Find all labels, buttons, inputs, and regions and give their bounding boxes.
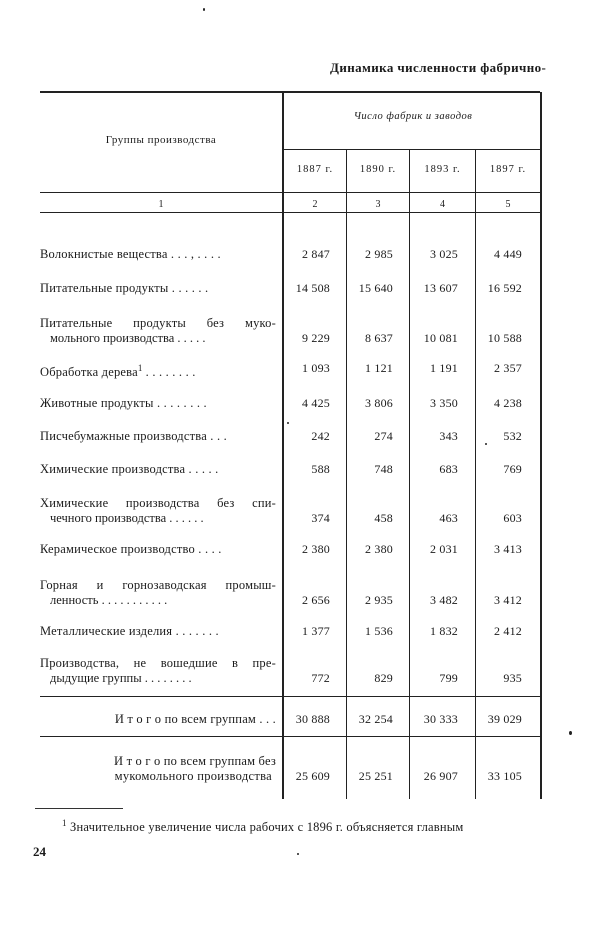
leader-dots: . . . . . . xyxy=(166,511,204,525)
total-cell: 25 609 xyxy=(295,769,330,783)
table-cell: 4 238 xyxy=(494,396,522,410)
group-row-label xyxy=(40,656,276,686)
table-cell: 3 806 xyxy=(365,396,393,410)
label-text: И т о г о по всем группам xyxy=(114,712,257,726)
table-top-rule xyxy=(40,91,540,93)
group-row-label xyxy=(40,624,276,639)
total-cell: 33 105 xyxy=(487,769,522,783)
footnote-text: Значительное увеличение числа рабочих с 1896 г. объясняется главным xyxy=(66,820,464,835)
col3-divider xyxy=(409,150,410,799)
table-cell: 2 847 xyxy=(302,247,330,261)
total-cell: 25 251 xyxy=(358,769,393,783)
leader-dots: . . . . . . . . xyxy=(141,671,192,685)
table-cell: 13 607 xyxy=(423,281,458,295)
leader-dots: . . . . . . . . . . . xyxy=(98,593,168,607)
leader-dots: . . . xyxy=(206,429,227,443)
label-line-1: И т о г о по всем группам без xyxy=(114,754,276,768)
header-bottom-rule xyxy=(40,192,540,193)
group-row-label xyxy=(40,396,276,411)
total-cell: 30 333 xyxy=(423,712,458,726)
scan-speck xyxy=(203,8,205,11)
table-cell: 532 xyxy=(503,429,522,443)
column-number-5: 5 xyxy=(505,199,511,210)
table-cell: 242 xyxy=(311,429,330,443)
table-cell: 15 640 xyxy=(358,281,393,295)
leader-dots: . . . . . xyxy=(185,462,219,476)
footnote-ref: 1 xyxy=(137,363,143,373)
label-line-2: дыдущие группы xyxy=(50,671,142,685)
label-line-2: мольного производства xyxy=(50,331,175,345)
table-cell: 458 xyxy=(374,511,393,525)
group-row-label xyxy=(40,281,276,296)
table-cell: 2 380 xyxy=(302,542,330,556)
label-text: Обработка дерева xyxy=(40,365,138,380)
group-row-label xyxy=(40,361,276,380)
table-cell: 2 656 xyxy=(302,593,330,607)
scan-speck xyxy=(287,422,289,424)
label-line-1: Производства, не вошедшие в пре- xyxy=(40,656,276,670)
table-cell: 4 425 xyxy=(302,396,330,410)
table-cell: 1 093 xyxy=(302,361,330,375)
table-cell: 799 xyxy=(439,671,458,685)
total-cell: 39 029 xyxy=(487,712,522,726)
table-cell: 10 588 xyxy=(487,331,522,345)
table-cell: 603 xyxy=(503,511,522,525)
table-cell: 2 357 xyxy=(494,361,522,375)
table-cell: 4 449 xyxy=(494,247,522,261)
table-cell: 3 025 xyxy=(430,247,458,261)
table-cell: 16 592 xyxy=(487,281,522,295)
label-text: Питательные продукты xyxy=(40,281,169,295)
column-number-1: 1 xyxy=(158,199,164,210)
table-cell: 2 412 xyxy=(494,624,522,638)
table-cell: 374 xyxy=(311,511,330,525)
table-cell: 343 xyxy=(439,429,458,443)
scan-speck xyxy=(485,443,487,445)
column-number-3: 3 xyxy=(375,199,381,210)
column-number-4: 4 xyxy=(440,199,445,210)
table-cell: 1 832 xyxy=(430,624,458,638)
label-text: Волокнистые вещества xyxy=(40,247,168,261)
group-row-label xyxy=(40,462,276,477)
footnote xyxy=(62,818,463,835)
total-cell: 32 254 xyxy=(358,712,393,726)
footnote-rule xyxy=(35,808,123,809)
total-cell: 30 888 xyxy=(295,712,330,726)
leader-dots: . . . . . . . . xyxy=(142,365,196,380)
count-column-header: Число фабрик и заводов xyxy=(353,111,473,122)
leader-dots: . . . . . . . . xyxy=(153,396,207,410)
table-cell: 463 xyxy=(439,511,458,525)
table-cell: 10 081 xyxy=(423,331,458,345)
table-cell: 1 191 xyxy=(430,361,458,375)
group-column-header: Группы производства xyxy=(105,134,217,146)
table-cell: 14 508 xyxy=(295,281,330,295)
group-row-label xyxy=(40,429,276,444)
year-header-1893: 1893 г. xyxy=(424,164,461,175)
colnum-bottom-rule xyxy=(40,212,540,213)
page-title: Динамика численности фабрично- xyxy=(330,60,547,75)
leader-dots: . . . . . xyxy=(174,331,206,345)
label-text: Животные продукты xyxy=(40,396,154,410)
totals-mid-rule xyxy=(40,736,540,737)
year-header-1890: 1890 г. xyxy=(359,164,397,175)
table-cell: 8 637 xyxy=(365,331,393,345)
table-cell: 769 xyxy=(503,462,522,476)
table-cell: 3 413 xyxy=(494,542,522,556)
table-cell: 1 377 xyxy=(302,624,330,638)
group-row-label xyxy=(40,542,276,557)
table-cell: 274 xyxy=(374,429,393,443)
total-row-label xyxy=(40,712,276,727)
year-header-1887: 1887 г. xyxy=(296,164,334,175)
leader-dots: . . . , . . . . xyxy=(167,247,221,261)
scan-speck xyxy=(569,731,572,735)
leader-dots: . . . . . . . xyxy=(172,624,219,638)
col4-divider xyxy=(475,150,476,799)
table-cell: 1 121 xyxy=(365,361,393,375)
total-cell: 26 907 xyxy=(423,769,458,783)
year-header-1897: 1897 г. xyxy=(489,164,527,175)
right-edge-line xyxy=(540,92,542,799)
label-line-1: Горная и горнозаводская промыш- xyxy=(40,578,276,592)
table-cell: 2 935 xyxy=(365,593,393,607)
label-line-1: Питательные продукты без муко- xyxy=(40,316,276,330)
table-cell: 935 xyxy=(503,671,522,685)
group-row-label xyxy=(40,496,276,526)
col2-divider xyxy=(346,150,347,799)
table-cell: 748 xyxy=(374,462,393,476)
table-cell: 829 xyxy=(374,671,393,685)
table-cell: 3 350 xyxy=(430,396,458,410)
table-cell: 683 xyxy=(439,462,458,476)
leader-dots: . . . . xyxy=(194,542,222,556)
table-cell: 9 229 xyxy=(302,331,330,345)
label-text: Писчебумажные производства xyxy=(40,429,207,443)
totals-top-rule xyxy=(40,696,540,697)
group-row-label xyxy=(40,247,276,262)
label-line-2: ленность xyxy=(50,593,99,607)
group-row-label xyxy=(40,316,276,346)
table-cell: 3 482 xyxy=(430,593,458,607)
leader-dots: . . . . . . xyxy=(168,281,209,295)
scan-speck xyxy=(297,853,299,855)
table-cell: 2 985 xyxy=(365,247,393,261)
total-row-label xyxy=(40,754,276,784)
label-line-1: Химические производства без спи- xyxy=(40,496,276,510)
leader-dots: . . . xyxy=(256,712,276,726)
label-text: Металлические изделия xyxy=(40,624,173,638)
years-top-rule xyxy=(283,149,540,150)
label-text: Химические производства xyxy=(40,462,186,476)
column-number-2: 2 xyxy=(312,199,318,210)
table-cell: 2 380 xyxy=(365,542,393,556)
table-cell: 1 536 xyxy=(365,624,393,638)
label-line-2: мукомольного производства xyxy=(114,769,272,783)
page-number: 24 xyxy=(33,844,46,859)
group-row-label xyxy=(40,578,276,608)
table-cell: 772 xyxy=(311,671,330,685)
table-cell: 2 031 xyxy=(430,542,458,556)
table-cell: 3 412 xyxy=(494,593,522,607)
label-text: Керамическое производство xyxy=(40,542,195,556)
footnote-marker: 1 xyxy=(62,818,67,828)
label-line-2: чечного производства xyxy=(50,511,167,525)
table-cell: 588 xyxy=(311,462,330,476)
